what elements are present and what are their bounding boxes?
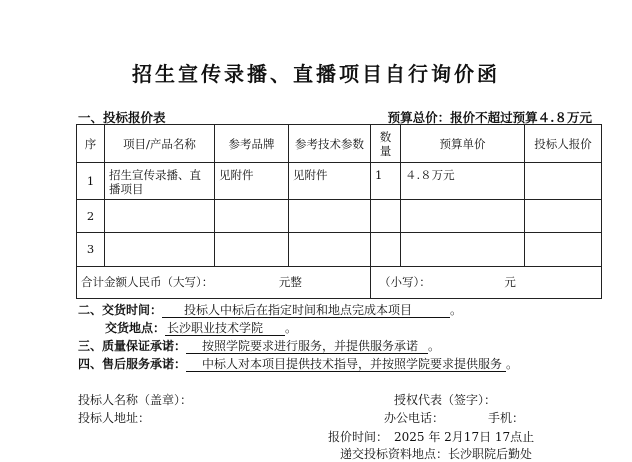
quality-value: 按照学院要求进行服务，并提供服务承诺: [186, 339, 428, 354]
mobile-field: 手机：: [488, 411, 525, 425]
service-value: 中标人对本项目提供技术指导，并按照学院要求提供服务: [186, 357, 506, 372]
header-price: 预算单价: [401, 125, 525, 163]
section-heading-quote-table: 一、投标报价表: [78, 110, 166, 125]
quote-time: 报价时间： 2025 年 2月17日 17点止: [328, 430, 535, 444]
office-phone-field: 办公电话：: [384, 411, 445, 425]
cell-params: [289, 200, 371, 232]
table-header-row: [77, 125, 602, 163]
page-title: 招生宣传录播、直播项目自行询价函: [132, 62, 500, 86]
budget-note: 预算总价：报价不超过预算４.８万元: [387, 110, 592, 125]
cell-name: 招生宣传录播、直播项目: [105, 163, 215, 200]
cell-price: [401, 232, 525, 266]
total-big-cell: [77, 266, 371, 298]
header-seq: 序: [77, 125, 105, 163]
delivery-time-value: 投标人中标后在指定时间和地点完成本项目: [162, 303, 450, 318]
quote-table: [76, 124, 602, 299]
cell-price: ４.８万元: [401, 163, 525, 200]
cell-params: 见附件: [289, 163, 371, 200]
header-qty: 数量: [371, 125, 401, 163]
service-line: 四、售后服务承诺： 中标人对本项目提供技术指导，并按照学院要求提供服务 。: [78, 357, 519, 371]
cell-seq: 3: [77, 232, 105, 266]
cell-brand: 见附件: [215, 163, 289, 200]
service-label: 四、售后服务承诺：: [78, 357, 187, 371]
bidder-address-field: 投标人地址：: [78, 411, 151, 425]
table-row: [77, 232, 602, 266]
quality-label: 三、质量保证承诺：: [78, 339, 187, 353]
header-brand: 参考品牌: [215, 125, 289, 163]
delivery-time-label: 二、交货时间：: [78, 303, 163, 317]
submit-place: 递交投标资料地点：长沙职院后勤处: [340, 447, 533, 461]
cell-bid: [525, 232, 602, 266]
delivery-place-label: 交货地点：: [105, 321, 166, 335]
cell-name: [105, 200, 215, 232]
cell-brand: [215, 200, 289, 232]
total-unit-yuan: 元: [504, 275, 516, 290]
delivery-time-line: 二、交货时间： 投标人中标后在指定时间和地点完成本项目 。: [78, 303, 463, 317]
bidder-name-field: 投标人名称（盖章）：: [78, 393, 193, 407]
total-unit-yuan-zheng: 元整: [278, 275, 302, 290]
cell-seq: 1: [77, 163, 105, 200]
total-row: [77, 266, 602, 298]
cell-price: [401, 200, 525, 232]
total-small-label: （小写）：: [379, 275, 431, 290]
delivery-place-value: 长沙职业技术学院: [165, 321, 285, 336]
header-name: 项目/产品名称: [105, 125, 215, 163]
cell-qty: [371, 232, 401, 266]
cell-brand: [215, 232, 289, 266]
table-row: [77, 163, 602, 200]
authorized-rep-field: 授权代表（签字）：: [394, 393, 497, 407]
header-params: 参考技术参数: [289, 125, 371, 163]
cell-name: [105, 232, 215, 266]
quality-line: 三、质量保证承诺： 按照学院要求进行服务，并提供服务承诺 。: [78, 339, 441, 353]
cell-params: [289, 232, 371, 266]
delivery-place-line: 交货地点： 长沙职业技术学院 。: [105, 321, 298, 335]
total-label: 合计金额人民币（大写）：: [81, 275, 214, 290]
cell-bid: [525, 200, 602, 232]
total-small-cell: [371, 266, 602, 298]
table-row: [77, 200, 602, 232]
cell-seq: 2: [77, 200, 105, 232]
cell-qty: [371, 200, 401, 232]
cell-qty: 1: [371, 163, 401, 200]
cell-bid: [525, 163, 602, 200]
header-bid: 投标人报价: [525, 125, 602, 163]
